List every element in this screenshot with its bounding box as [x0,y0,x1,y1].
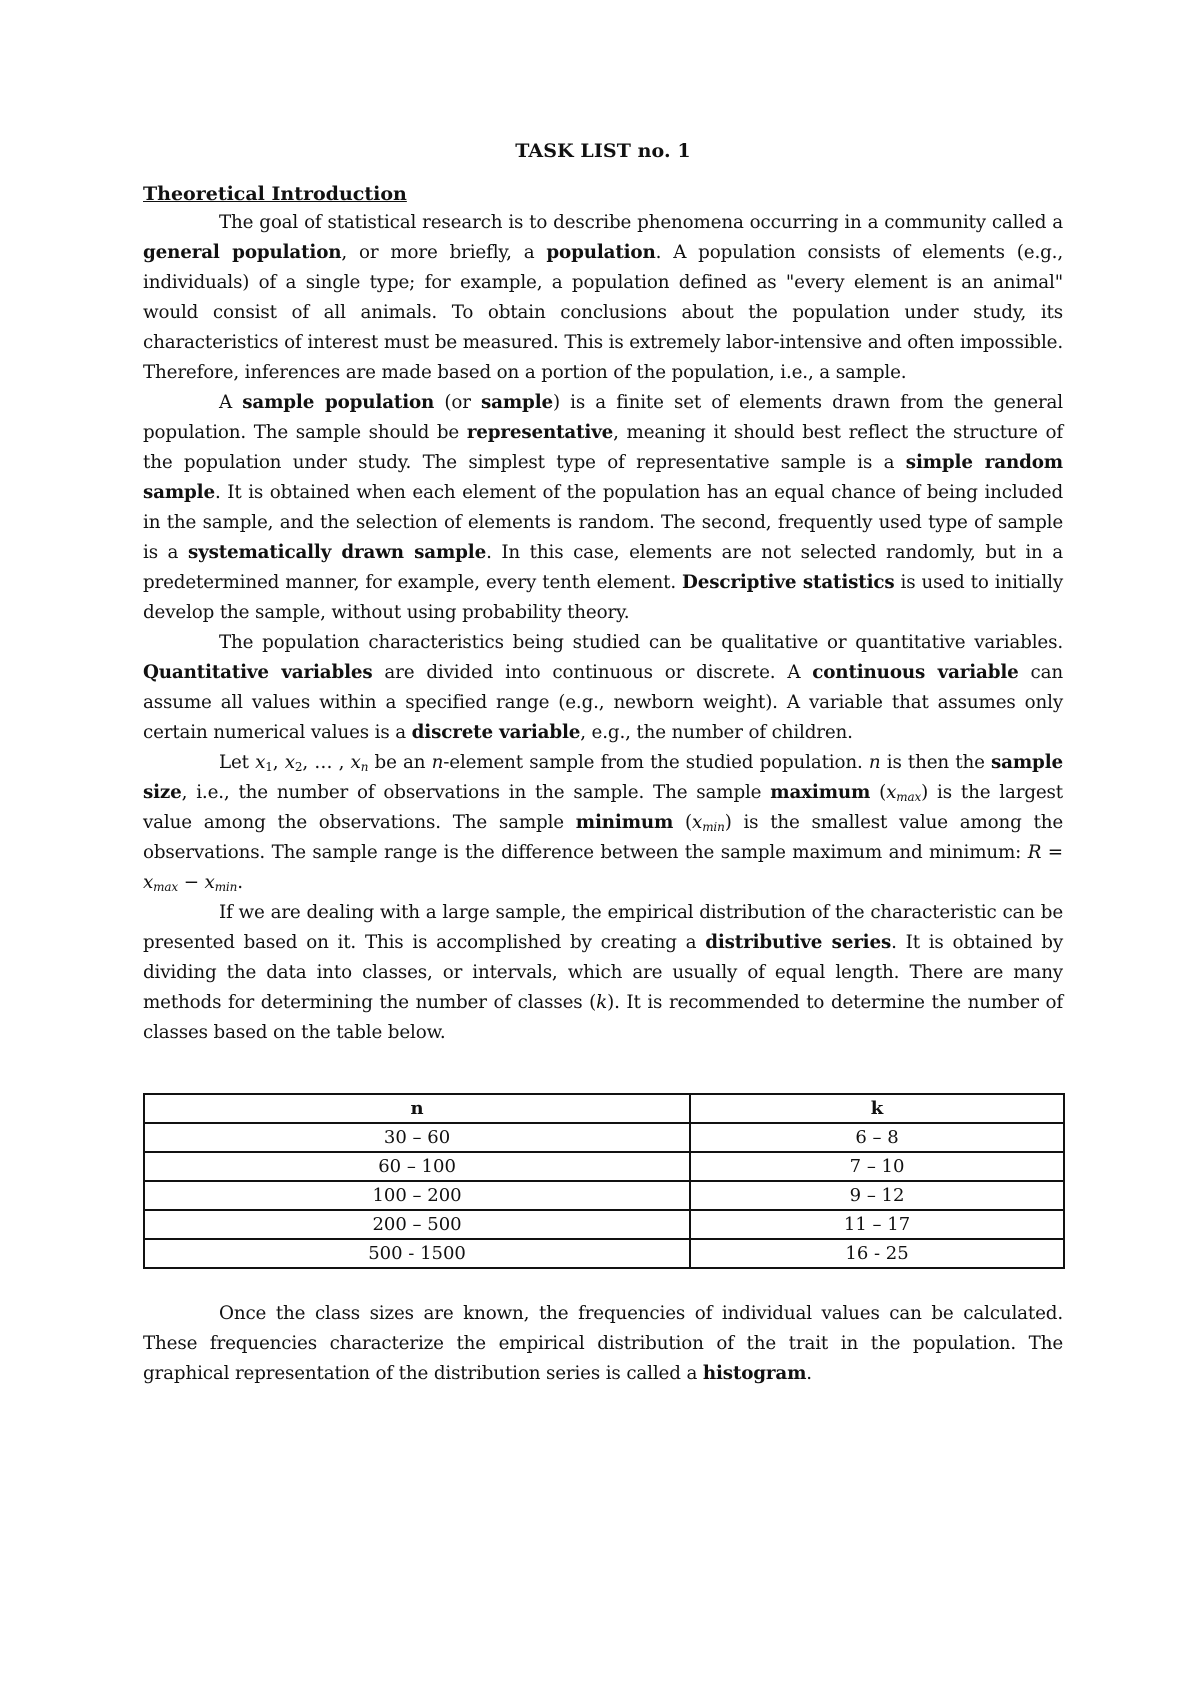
math-subscript: 1 [265,760,273,774]
term-simple-random-sample: simple random sample [143,452,1063,503]
text-span: . In this case, elements are not selected randomly, but in a predetermined manner, for example, every tenth element. [143,542,1064,593]
class-count-table [143,1093,1065,1269]
math-var: n [431,752,444,773]
math-var: k [596,992,608,1013]
term-histogram: histogram [702,1363,807,1384]
term-maximum: maximum [770,782,871,803]
term-continuous-variable: continuous variable [812,662,1019,683]
text-span: can assume all values within a specified range (e.g., newborn weight). A variable that assumes only certain numerical values is a [143,662,1064,743]
text-span: -element sample from the studied population. [443,752,869,773]
math-var: x [886,782,897,803]
term-general-population: general population [143,242,342,263]
text-span: is used to initially develop the sample, without using probability theory. [143,572,1064,623]
text-span: ( [870,782,887,803]
math-var: x [204,872,215,893]
text-span: , or more briefly, a [341,242,547,263]
math-subscript: 2 [294,760,303,774]
math-op: , … , [302,752,351,773]
text-span: If we are dealing with a large sample, the empirical distribution of the characteristic can be presented based on it. This is accomplished by creating a [143,902,1063,953]
math-var: x [255,752,266,773]
math-subscript: max [153,880,179,894]
text-span: ). It is recommended to determine the number of classes based on the table below. [143,992,1064,1043]
paragraph-sample [143,388,1063,628]
table-cell: 200 – 500 [144,1210,690,1239]
table-cell: 9 – 12 [690,1181,1064,1210]
math-var: R [1027,842,1042,863]
paragraph-variables [143,628,1063,748]
math-subscript: max [896,790,922,804]
table-header-n: n [144,1094,690,1123]
text-span: . [806,1363,812,1384]
table-row [144,1210,1064,1239]
text-span: (or [434,392,482,413]
text-span: Let [219,752,256,773]
term-descriptive-statistics: Descriptive statistics [682,572,895,593]
term-population: population [546,242,656,263]
term-sample-size: sample size [143,752,1063,803]
text-span: . It is obtained by dividing the data into classes, or intervals, which are usually of equal length. There are many methods for determining the number of classes ( [143,932,1063,1013]
term-systematically-drawn-sample: systematically drawn sample [187,542,487,563]
text-span: . [237,872,243,893]
table-row [144,1152,1064,1181]
term-minimum: minimum [575,812,674,833]
math-var: x [284,752,295,773]
math-subscript: min [214,880,238,894]
term-discrete-variable: discrete variable [411,722,581,743]
table-cell: 16 - 25 [690,1239,1064,1268]
table-cell: 7 – 10 [690,1152,1064,1181]
term-quantitative-variables: Quantitative variables [143,662,373,683]
math-subscript: n [360,760,369,774]
math-subscript: min [702,820,725,834]
text-span: The goal of statistical research is to describe phenomena occurring in a community called a [219,212,1063,233]
page-title: TASK LIST no. 1 [515,140,691,162]
table-row [144,1239,1064,1268]
text-span: ) is the largest value among the observations. The sample [143,782,1063,833]
paragraph-histogram [143,1299,1063,1389]
text-span: Once the class sizes are known, the frequencies of individual values can be calculated. These frequencies characterize the empirical distribution of the trait in the population. The graphical representation of the distribution series is called a [143,1303,1063,1384]
text-span: The population characteristics being studied can be qualitative or quantitative variables. [219,632,1063,653]
math-var: x [692,812,703,833]
text-span: ) is the smallest value among the observations. The sample range is the difference between the sample maximum and minimum: [143,812,1063,863]
text-span: . A population consists of elements (e.g., individuals) of a single type; for example, a population defined as "every element is an animal" would consist of all animals. To obtain conclusions about the population under study, its characteristics of interest must be measured. This is extremely labor-intensive and often impossible. Therefore, inferences are made based on a portion of the population, i.e., a sample. [143,242,1063,383]
document-body [143,140,1063,1389]
term-sample: sample [481,392,553,413]
math-var: n [868,752,881,773]
text-span: ( [673,812,693,833]
text-span: is then the [880,752,992,773]
section-heading: Theoretical Introduction [143,183,407,205]
table-header-row [144,1094,1064,1123]
text-span: are divided into continuous or discrete. A [372,662,813,683]
table-cell: 100 – 200 [144,1181,690,1210]
term-distributive-series: distributive series [705,932,892,953]
text-span: , e.g., the number of children. [580,722,853,743]
math-var: x [143,872,154,893]
paragraph-distributive-series [143,898,1063,1048]
table-cell: 500 - 1500 [144,1239,690,1268]
term-sample-population: sample population [242,392,435,413]
math-op: , [272,752,285,773]
math-var: x [350,752,361,773]
math-op: = [1041,842,1063,863]
table-row [144,1181,1064,1210]
text-span: ) is a finite set of elements drawn from the general population. The sample should be [143,392,1064,443]
table-cell: 60 – 100 [144,1152,690,1181]
paragraph-sample-size [143,748,1063,898]
table-row [144,1123,1064,1152]
text-span: . It is obtained when each element of the population has an equal chance of being included in the sample, and the selection of elements is random. The second, frequently used type of sample is a [143,482,1063,563]
text-span: , meaning it should best reflect the structure of the population under study. The simplest type of representative sample is a [143,422,1063,473]
table-cell: 11 – 17 [690,1210,1064,1239]
table-cell: 6 – 8 [690,1123,1064,1152]
table-cell: 30 – 60 [144,1123,690,1152]
table-header-k: k [690,1094,1064,1123]
text-span: , i.e., the number of observations in the sample. The sample [181,782,771,803]
paragraph-population [143,208,1063,388]
math-op: − [178,872,205,893]
text-span: A [219,392,243,413]
term-representative: representative [466,422,614,443]
text-span: be an [368,752,432,773]
